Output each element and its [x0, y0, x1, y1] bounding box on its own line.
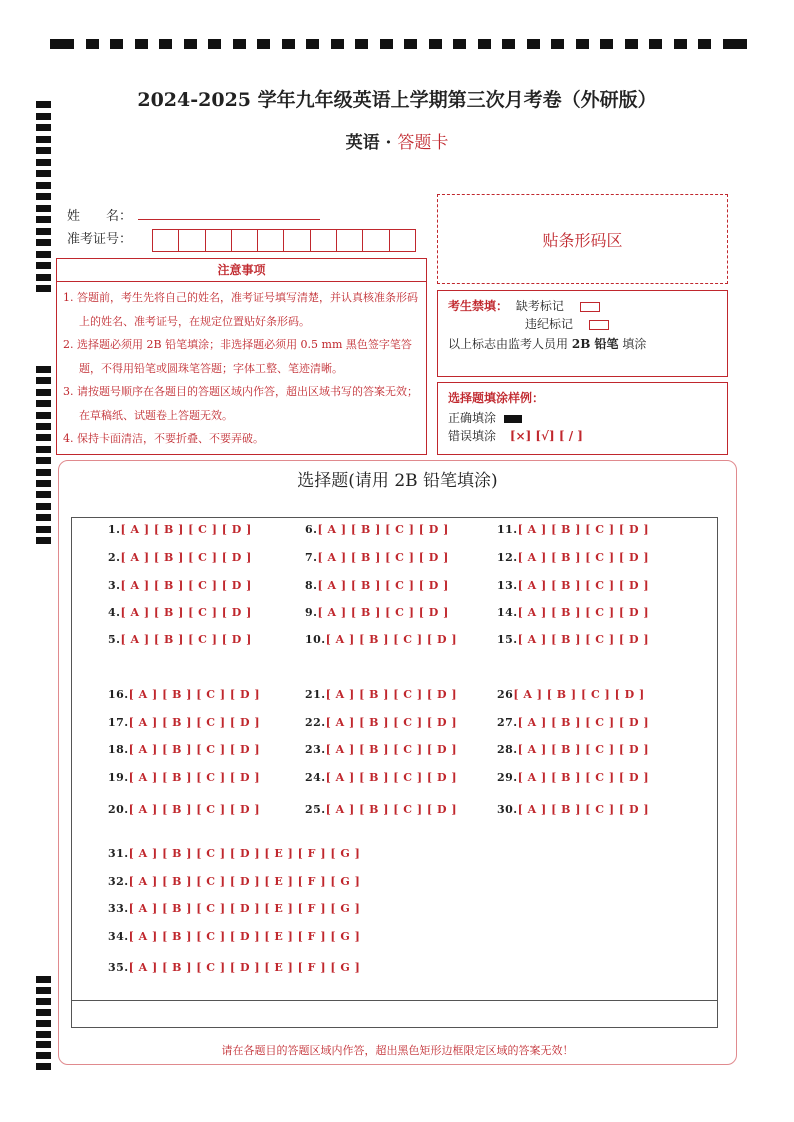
question-item[interactable]: [305, 771, 457, 784]
question-number: 23.: [305, 743, 326, 756]
answer-options[interactable]: [ A ] [ B ] [ C ] [ D ]: [517, 771, 650, 784]
question-number: 22.: [305, 716, 326, 729]
question-number: 13.: [497, 579, 518, 592]
question-number: 33.: [108, 902, 129, 915]
question-item[interactable]: [305, 688, 457, 701]
question-item[interactable]: [497, 579, 649, 592]
timing-mark: [36, 1063, 51, 1070]
question-item[interactable]: [497, 716, 649, 729]
question-number: 20.: [108, 803, 129, 816]
timing-mark: [36, 469, 51, 476]
ban-heading: 考生禁填：: [448, 299, 509, 313]
answer-options[interactable]: [ A ] [ B ] [ C ] [ D ]: [128, 688, 261, 701]
timing-mark: [36, 205, 51, 212]
question-number: 19.: [108, 771, 129, 784]
answer-options[interactable]: [ A ] [ B ] [ C ] [ D ]: [120, 579, 252, 592]
question-number: 1.: [108, 523, 121, 536]
answer-options[interactable]: [ A ] [ B ] [ C ] [ D ]: [120, 523, 252, 536]
answer-options[interactable]: [ A ] [ B ] [ C ] [ D ]: [128, 803, 261, 816]
timing-mark: [36, 251, 51, 258]
answer-options[interactable]: [ A ] [ B ] [ C ] [ D ]: [325, 633, 458, 646]
correct-fill-label: 正确填涂: [448, 411, 497, 425]
id-label: 准考证号：: [67, 232, 133, 247]
timing-mark: [36, 976, 51, 983]
violation-label: 违纪标记: [525, 317, 574, 331]
question-item[interactable]: [108, 606, 252, 619]
ban-note-prefix: 以上标志由监考人员用: [448, 337, 569, 351]
question-number: 6.: [305, 523, 318, 536]
answer-options[interactable]: [ A ] [ B ] [ C ] [ D ]: [120, 633, 252, 646]
sample-heading: 选择题填涂样例：: [448, 391, 545, 405]
timing-mark: [36, 412, 51, 419]
question-item[interactable]: [108, 743, 260, 756]
question-number: 10.: [305, 633, 326, 646]
answer-options[interactable]: [ A ] [ B ] [ C ] [ D ]: [128, 743, 261, 756]
question-number: 11.: [497, 523, 518, 536]
timing-mark: [36, 537, 51, 544]
violation-mark-box[interactable]: [589, 320, 609, 330]
answer-options[interactable]: [ A ] [ B ] [ C ] [ D ]: [517, 743, 650, 756]
page-subtitle: [0, 128, 794, 153]
answer-options[interactable]: [ A ] [ B ] [ C ] [ D ]: [325, 771, 458, 784]
answer-options[interactable]: [ A ] [ B ] [ C ] [ D ]: [317, 579, 449, 592]
timing-mark: [36, 1041, 51, 1048]
id-number-boxes[interactable]: [152, 229, 416, 252]
timing-mark: [36, 182, 51, 189]
timing-mark: [36, 228, 51, 235]
timing-mark: [36, 193, 51, 200]
answer-options[interactable]: [ A ] [ B ] [ C ] [ D ]: [325, 688, 458, 701]
question-number: 27.: [497, 716, 518, 729]
timing-mark: [36, 262, 51, 269]
question-item[interactable]: [305, 551, 449, 564]
question-item[interactable]: [108, 523, 252, 536]
timing-mark: [36, 274, 51, 281]
answer-area-divider: [71, 1000, 718, 1001]
timing-mark: [36, 457, 51, 464]
answer-options[interactable]: [ A ] [ B ] [ C ] [ D ]: [517, 523, 650, 536]
answer-options[interactable]: [ A ] [ B ] [ C ] [ D ] [ E ] [ F ] [ G ]: [128, 847, 361, 860]
answer-options[interactable]: [ A ] [ B ] [ C ] [ D ]: [513, 688, 645, 701]
timing-mark: [36, 987, 51, 994]
answer-options[interactable]: [ A ] [ B ] [ C ] [ D ]: [128, 716, 261, 729]
question-number: 31.: [108, 847, 129, 860]
question-item[interactable]: [108, 579, 252, 592]
question-number: 5.: [108, 633, 121, 646]
timing-mark: [36, 113, 51, 120]
question-item[interactable]: [108, 902, 360, 915]
question-item[interactable]: [497, 523, 649, 536]
question-item[interactable]: [108, 847, 360, 860]
timing-mark: [36, 170, 51, 177]
answer-options[interactable]: [ A ] [ B ] [ C ] [ D ]: [128, 771, 261, 784]
question-number: 29.: [497, 771, 518, 784]
timing-mark: [36, 159, 51, 166]
question-number: 25.: [305, 803, 326, 816]
page-title: 2024-2025 学年九年级英语上学期第三次月考卷（外研版）: [137, 89, 657, 111]
answer-options[interactable]: [ A ] [ B ] [ C ] [ D ] [ E ] [ F ] [ G ]: [128, 875, 361, 888]
answer-options[interactable]: [ A ] [ B ] [ C ] [ D ] [ E ] [ F ] [ G ]: [128, 902, 361, 915]
question-item[interactable]: [108, 716, 260, 729]
question-number: 9.: [305, 606, 318, 619]
subtitle-card: 答题卡: [397, 133, 449, 153]
notice-heading: 注意事项: [57, 259, 426, 282]
timing-mark: [36, 423, 51, 430]
answer-options[interactable]: [ A ] [ B ] [ C ] [ D ]: [517, 716, 650, 729]
question-number: 24.: [305, 771, 326, 784]
timing-mark: [36, 446, 51, 453]
timing-mark: [36, 480, 51, 487]
answer-options[interactable]: [ A ] [ B ] [ C ] [ D ]: [517, 606, 650, 619]
question-number: 21.: [305, 688, 326, 701]
question-item[interactable]: [305, 606, 449, 619]
timing-mark: [36, 366, 51, 373]
answer-options[interactable]: [ A ] [ B ] [ C ] [ D ]: [325, 743, 458, 756]
wrong-fill-samples: [×] [√] [ / ]: [509, 429, 583, 443]
question-item[interactable]: [108, 688, 260, 701]
question-item[interactable]: [497, 551, 649, 564]
question-number: 7.: [305, 551, 318, 564]
question-item[interactable]: [497, 633, 649, 646]
question-number: 32.: [108, 875, 129, 888]
question-number: 4.: [108, 606, 121, 619]
question-number: 2.: [108, 551, 121, 564]
question-item[interactable]: [108, 633, 252, 646]
wrong-fill-label: 错误填涂: [448, 429, 497, 443]
timing-mark: [36, 389, 51, 396]
timing-mark: [36, 377, 51, 384]
question-item[interactable]: [108, 803, 260, 816]
question-number: 3.: [108, 579, 121, 592]
answer-options[interactable]: [ A ] [ B ] [ C ] [ D ]: [517, 803, 650, 816]
timing-mark: [36, 400, 51, 407]
answer-options[interactable]: [ A ] [ B ] [ C ] [ D ]: [120, 606, 252, 619]
answer-options[interactable]: [ A ] [ B ] [ C ] [ D ]: [120, 551, 252, 564]
question-number: 30.: [497, 803, 518, 816]
answer-options[interactable]: [ A ] [ B ] [ C ] [ D ]: [317, 606, 449, 619]
fill-sample-box: [437, 382, 728, 455]
question-item[interactable]: [108, 961, 360, 974]
answer-options[interactable]: [ A ] [ B ] [ C ] [ D ]: [517, 579, 650, 592]
question-item[interactable]: [108, 551, 252, 564]
notice-item: 3. 请按题号顺序在各题目的答题区域内作答，超出区域书写的答案无效；在草稿纸、试题卷上答题无效。: [63, 385, 418, 422]
question-number: 26: [497, 688, 514, 701]
timing-mark: [36, 526, 51, 533]
correct-fill-sample: [504, 415, 522, 423]
question-number: 15.: [497, 633, 518, 646]
question-item[interactable]: [108, 930, 360, 943]
answer-options[interactable]: [ A ] [ B ] [ C ] [ D ]: [517, 633, 650, 646]
answer-options[interactable]: [ A ] [ B ] [ C ] [ D ] [ E ] [ F ] [ G ]: [128, 930, 361, 943]
question-number: 17.: [108, 716, 129, 729]
examinee-forbidden-box: [437, 290, 728, 377]
question-item[interactable]: [305, 579, 449, 592]
question-item[interactable]: [108, 771, 260, 784]
section-title: 选择题(请用 2B 铅笔填涂): [297, 471, 498, 491]
answer-options[interactable]: [ A ] [ B ] [ C ] [ D ]: [325, 803, 458, 816]
notice-item: 2. 选择题必须用 2B 铅笔填涂；非选择题必须用 0.5 mm 黑色签字笔答题，不得用铅笔或圆珠笔答题；字体工整、笔迹清晰。: [63, 338, 412, 375]
question-item[interactable]: [497, 771, 649, 784]
timing-mark: [36, 239, 51, 246]
question-item[interactable]: [497, 606, 649, 619]
timing-mark: [36, 1052, 51, 1059]
question-item[interactable]: [305, 523, 449, 536]
timing-mark: [36, 285, 51, 292]
question-item[interactable]: [497, 743, 649, 756]
question-number: 28.: [497, 743, 518, 756]
question-number: 14.: [497, 606, 518, 619]
timing-mark: [36, 491, 51, 498]
answer-options[interactable]: [ A ] [ B ] [ C ] [ D ]: [325, 716, 458, 729]
ban-note-suffix: 填涂: [622, 337, 647, 351]
question-item[interactable]: [497, 803, 649, 816]
absent-label: 缺考标记: [515, 299, 564, 313]
name-field[interactable]: [138, 218, 320, 220]
notice-box: [56, 258, 427, 455]
footer-note: 请在各题目的答题区域内作答，超出黑色矩形边框限定区域的答案无效！: [221, 1044, 574, 1057]
subtitle-subject: 英语 ·: [345, 133, 392, 153]
timing-mark: [36, 1020, 51, 1027]
question-number: 34.: [108, 930, 129, 943]
question-item[interactable]: [305, 803, 457, 816]
question-number: 8.: [305, 579, 318, 592]
question-item[interactable]: [497, 688, 645, 701]
notice-item: 1. 答题前，考生先将自己的姓名，准考证号填写清楚，并认真核准条形码上的姓名、准考证号，在规定位置贴好条形码。: [63, 291, 418, 328]
question-number: 12.: [497, 551, 518, 564]
question-number: 16.: [108, 688, 129, 701]
timing-mark: [36, 514, 51, 521]
barcode-area: 贴条形码区: [437, 194, 728, 284]
answer-options[interactable]: [ A ] [ B ] [ C ] [ D ]: [317, 551, 449, 564]
ban-note-bold: 2B 铅笔: [571, 337, 619, 351]
question-item[interactable]: [305, 716, 457, 729]
question-item[interactable]: [108, 875, 360, 888]
answer-options[interactable]: [ A ] [ B ] [ C ] [ D ]: [317, 523, 449, 536]
answer-options[interactable]: [ A ] [ B ] [ C ] [ D ] [ E ] [ F ] [ G ]: [128, 961, 361, 974]
timing-mark: [36, 216, 51, 223]
timing-mark: [36, 1009, 51, 1016]
timing-mark: [36, 434, 51, 441]
absent-mark-box[interactable]: [580, 302, 600, 312]
timing-mark: [36, 1031, 51, 1038]
timing-mark: [36, 998, 51, 1005]
answer-options[interactable]: [ A ] [ B ] [ C ] [ D ]: [517, 551, 650, 564]
notice-item: 4. 保持卡面清洁，不要折叠、不要弄破。: [63, 432, 264, 445]
name-label: 姓 名：: [67, 209, 133, 224]
top-timing-marks: [50, 38, 747, 50]
question-number: 18.: [108, 743, 129, 756]
timing-mark: [36, 503, 51, 510]
question-item[interactable]: [305, 743, 457, 756]
question-number: 35.: [108, 961, 129, 974]
question-item[interactable]: [305, 633, 457, 646]
